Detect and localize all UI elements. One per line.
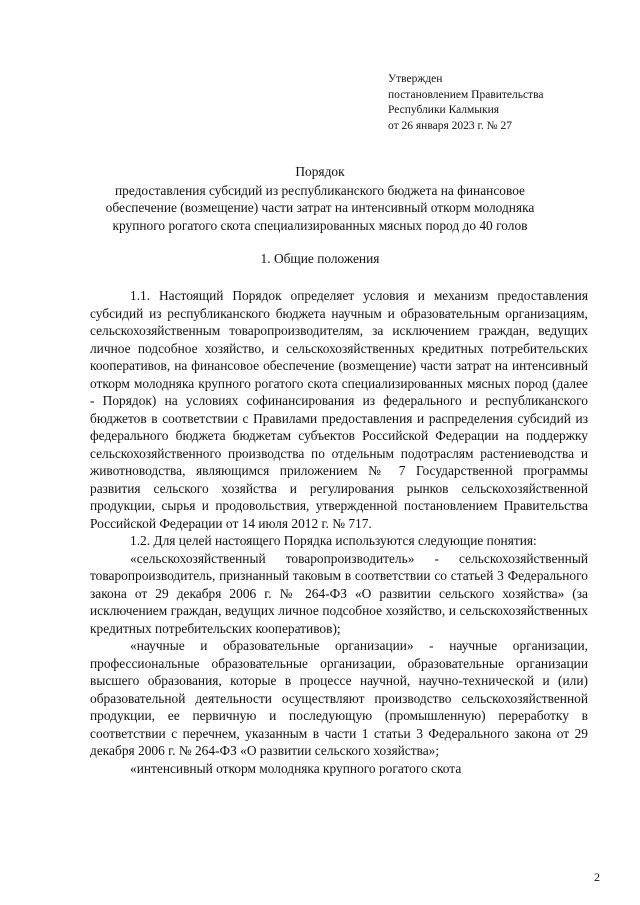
document-body bbox=[90, 287, 588, 777]
title-line: предоставления субсидий из республиканского бюджета на финансовое bbox=[114, 182, 525, 198]
document-title bbox=[60, 163, 580, 234]
approval-line: Республики Калмыкия bbox=[388, 104, 500, 116]
title-line: крупного рогатого скота специализированных мясных пород до 40 голов bbox=[112, 217, 528, 233]
paragraph: «сельскохозяйственный товаропроизводитель» - сельскохозяйственный товаропроизводитель, признанный таковым в соответствии со статьей 3 Федерального закона от 29 декабря 2006 г. № 264-ФЗ «О развитии сельского хозяйства» (за исключением граждан, ведущих личное подсобное хозяйство, и сельскохозяйственных кредитных потребительских кооперативов); bbox=[90, 550, 588, 636]
paragraph: «научные и образовательные организации» - научные организации, профессиональные образовательные организации, образовательные организации высшего образования, которые в процессе научной, научно-технической и (или) образовательной деятельности осуществляют производство сельскохозяйственной продукции, ее первичную и последующую (промышленную) переработку в соответствии с перечнем, указанным в части 1 статьи 3 Федерального закона от 29 декабря 2006 г. № 264-ФЗ «О развитии сельского хозяйства»; bbox=[90, 638, 588, 758]
title-main: Порядок bbox=[295, 164, 345, 179]
paragraph: 1.1. Настоящий Порядок определяет условия и механизм предоставления субсидий из республиканского бюджета научным и образовательным организациям, сельскохозяйственным товаропроизводителям, за исключением граждан, ведущих личное подсобное хозяйство, и сельскохозяйственных кредитных потребительских кооперативов, на финансовое обеспечение (возмещение) части затрат на интенсивный откорм молодняка крупного рогатого скота специализированных мясных пород (далее - Порядок) на условиях софинансирования из федерального и республиканского бюджетов в соответствии с Правилами предоставления и распределения субсидий из федерального бюджета бюджетам субъектов Российской Федерации на поддержку сельскохозяйственного производства по отдельным подотраслям растениеводства и животноводства, являющимся приложением № 7 Государственной программы развития сельского хозяйства и регулирования рынков сельскохозяйственной продукции, сырья и продовольствия, утвержденной постановлением Правительства Российской Федерации от 14 июля 2012 г. № 717. bbox=[90, 288, 588, 531]
approval-line: Утвержден bbox=[388, 73, 443, 85]
page-number: 2 bbox=[594, 870, 600, 884]
section-heading: 1. Общие положения bbox=[260, 251, 380, 266]
approval-line: от 26 января 2023 г. № 27 bbox=[388, 119, 513, 132]
paragraph: «интенсивный откорм молодняка крупного рогатого скота bbox=[130, 760, 462, 776]
paragraph: 1.2. Для целей настоящего Порядка используются следующие понятия: bbox=[130, 533, 537, 548]
approval-stamp bbox=[388, 72, 628, 134]
approval-line: постановлением Правительства bbox=[388, 88, 544, 101]
title-line: обеспечение (возмещение) части затрат на интенсивный откорм молодняка bbox=[105, 200, 535, 215]
